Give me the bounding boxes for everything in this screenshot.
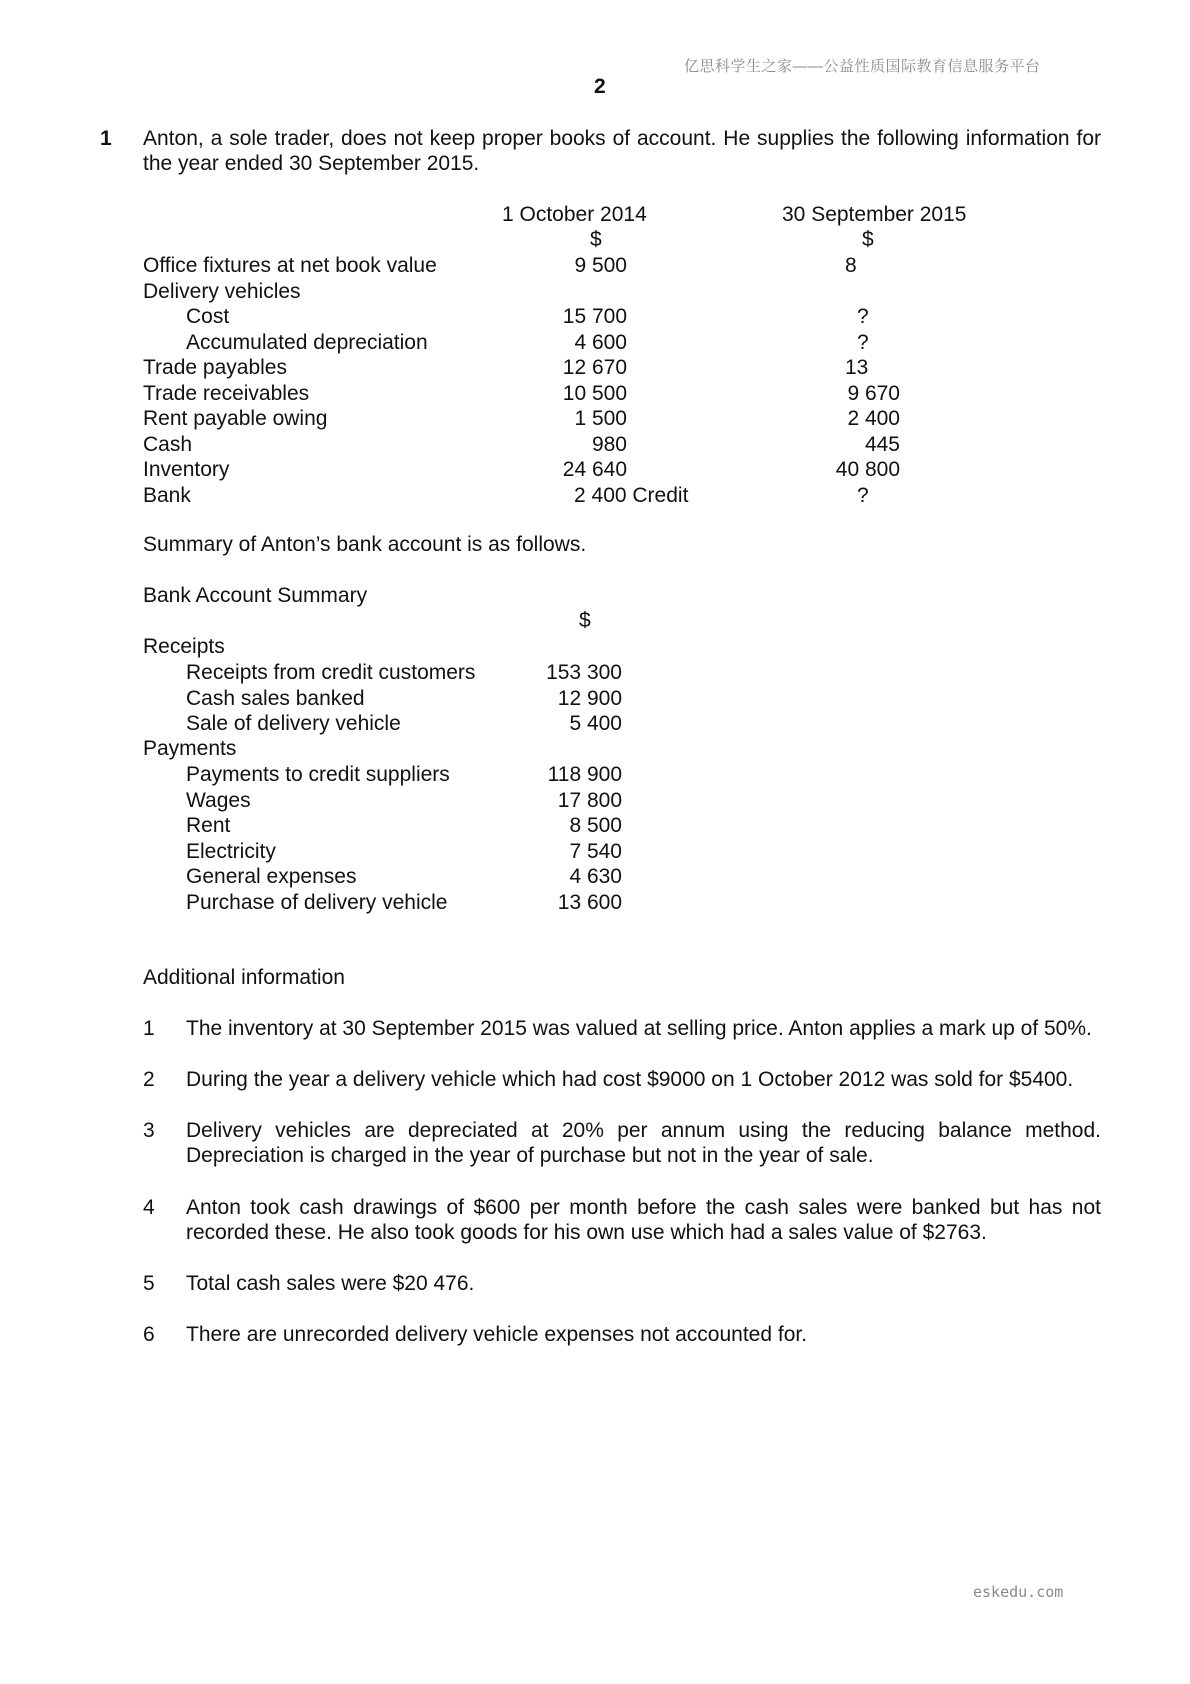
footer-site: eskedu.com — [973, 1583, 1064, 1601]
bank-summary-currency: $ — [579, 609, 591, 632]
additional-info-text: During the year a delivery vehicle which had cost $9000 on 1 October 2012 was sold for $5400. — [186, 1068, 1074, 1091]
bank-summary-intro: Summary of Anton’s bank account is as follows. — [143, 533, 587, 556]
payment-value: 13 600 — [557, 891, 622, 914]
balance-row-value-2014: 1 500 — [574, 407, 627, 430]
payment-label: Wages — [186, 789, 251, 812]
payment-label: Rent — [186, 814, 231, 837]
additional-info-item — [143, 1322, 1101, 1374]
col2-currency: $ — [862, 228, 874, 251]
additional-info-item — [143, 1016, 1101, 1068]
balance-row-value-2015: ? — [857, 331, 869, 354]
additional-info-number: 1 — [143, 1017, 155, 1040]
balance-row-label: Trade payables — [143, 356, 287, 379]
col1-currency: $ — [590, 228, 602, 251]
balance-row-label: Delivery vehicles — [143, 280, 301, 303]
receipt-value: 12 900 — [557, 687, 622, 710]
additional-info-item — [143, 1067, 1101, 1119]
additional-info-number: 5 — [143, 1272, 155, 1295]
page-number: 2 — [594, 75, 606, 98]
additional-info-item — [143, 1195, 1101, 1247]
balance-row-label: Accumulated depreciation — [186, 331, 428, 354]
balance-row-value-2015: 8 — [845, 254, 857, 277]
receipt-label: Sale of delivery vehicle — [186, 712, 401, 735]
payments-label: Payments — [143, 737, 237, 760]
payment-value: 4 630 — [569, 865, 622, 888]
receipt-value: 5 400 — [569, 712, 622, 735]
col2-header: 30 September 2015 — [782, 203, 967, 226]
balance-row-value-2015: ? — [857, 484, 869, 507]
header-watermark: 亿思科学生之家——公益性质国际教育信息服务平台 — [684, 58, 1041, 75]
additional-info-text: Anton took cash drawings of $600 per month before the cash sales were banked but has not recorded these. He also took goods for his own use which had a sales value of $2763. — [186, 1196, 1101, 1244]
balance-row-value-2015: 2 400 — [847, 407, 900, 430]
balance-row-label: Cost — [186, 305, 230, 328]
balance-row-value-2014: 12 670 — [562, 356, 627, 379]
receipt-value: 153 300 — [546, 661, 622, 684]
question-intro: Anton, a sole trader, does not keep proper books of account. He supplies the following information for the year ended 30 September 2015. — [143, 127, 1101, 175]
additional-info-item — [143, 1271, 1101, 1323]
balance-row-label: Bank — [143, 484, 191, 507]
balance-row-label: Trade receivables — [143, 382, 310, 405]
payment-label: Purchase of delivery vehicle — [186, 891, 448, 914]
balance-row-value-2014: 10 500 — [562, 382, 627, 405]
additional-info-item — [143, 1118, 1101, 1170]
additional-info-text: Total cash sales were $20 476. — [186, 1272, 475, 1295]
receipt-label: Cash sales banked — [186, 687, 365, 710]
additional-info-text: There are unrecorded delivery vehicle expenses not accounted for. — [186, 1323, 808, 1346]
additional-info-number: 4 — [143, 1196, 155, 1219]
payment-value: 7 540 — [569, 840, 622, 863]
balance-row-value-2014: 15 700 — [562, 305, 627, 328]
balance-row-value-2015: 40 800 — [835, 458, 900, 481]
payment-value: 118 900 — [547, 763, 622, 786]
payment-label: Payments to credit suppliers — [186, 763, 450, 786]
balance-row-value-2015: 445 — [864, 433, 900, 456]
bank-summary-title: Bank Account Summary — [143, 584, 368, 607]
payment-value: 17 800 — [557, 789, 622, 812]
additional-info-text: The inventory at 30 September 2015 was valued at selling price. Anton applies a mark up of 50%. — [186, 1017, 1092, 1040]
balance-row-value-2014: 980 — [591, 433, 627, 456]
balance-row-value-2014: 4 600 — [574, 331, 627, 354]
balance-row-value-2014: 2 400 Credit — [574, 484, 689, 507]
additional-info-number: 6 — [143, 1323, 155, 1346]
balance-row-value-2015: ? — [857, 305, 869, 328]
balance-row-label: Rent payable owing — [143, 407, 328, 430]
col1-header: 1 October 2014 — [502, 203, 647, 226]
balance-row-label: Inventory — [143, 458, 230, 481]
receipts-label: Receipts — [143, 635, 225, 658]
additional-info-title: Additional information — [143, 966, 345, 989]
payment-value: 8 500 — [569, 814, 622, 837]
balance-row-value-2014: 24 640 — [562, 458, 627, 481]
balance-row-value-2015: 9 670 — [847, 382, 900, 405]
balance-row-value-2014: 9 500 — [574, 254, 627, 277]
payment-label: General expenses — [186, 865, 357, 888]
payment-label: Electricity — [186, 840, 276, 863]
additional-info-number: 3 — [143, 1119, 155, 1142]
balance-row-label: Cash — [143, 433, 193, 456]
balance-row-label: Office fixtures at net book value — [143, 254, 437, 277]
balance-row-value-2015: 13 — [845, 356, 869, 379]
receipt-label: Receipts from credit customers — [186, 661, 476, 684]
additional-info-text: Delivery vehicles are depreciated at 20% per annum using the reducing balance method. Depreciation is charged in the year of purchase but not in the year of sale. — [186, 1119, 1101, 1167]
additional-info-number: 2 — [143, 1068, 155, 1091]
question-number: 1 — [100, 127, 112, 150]
